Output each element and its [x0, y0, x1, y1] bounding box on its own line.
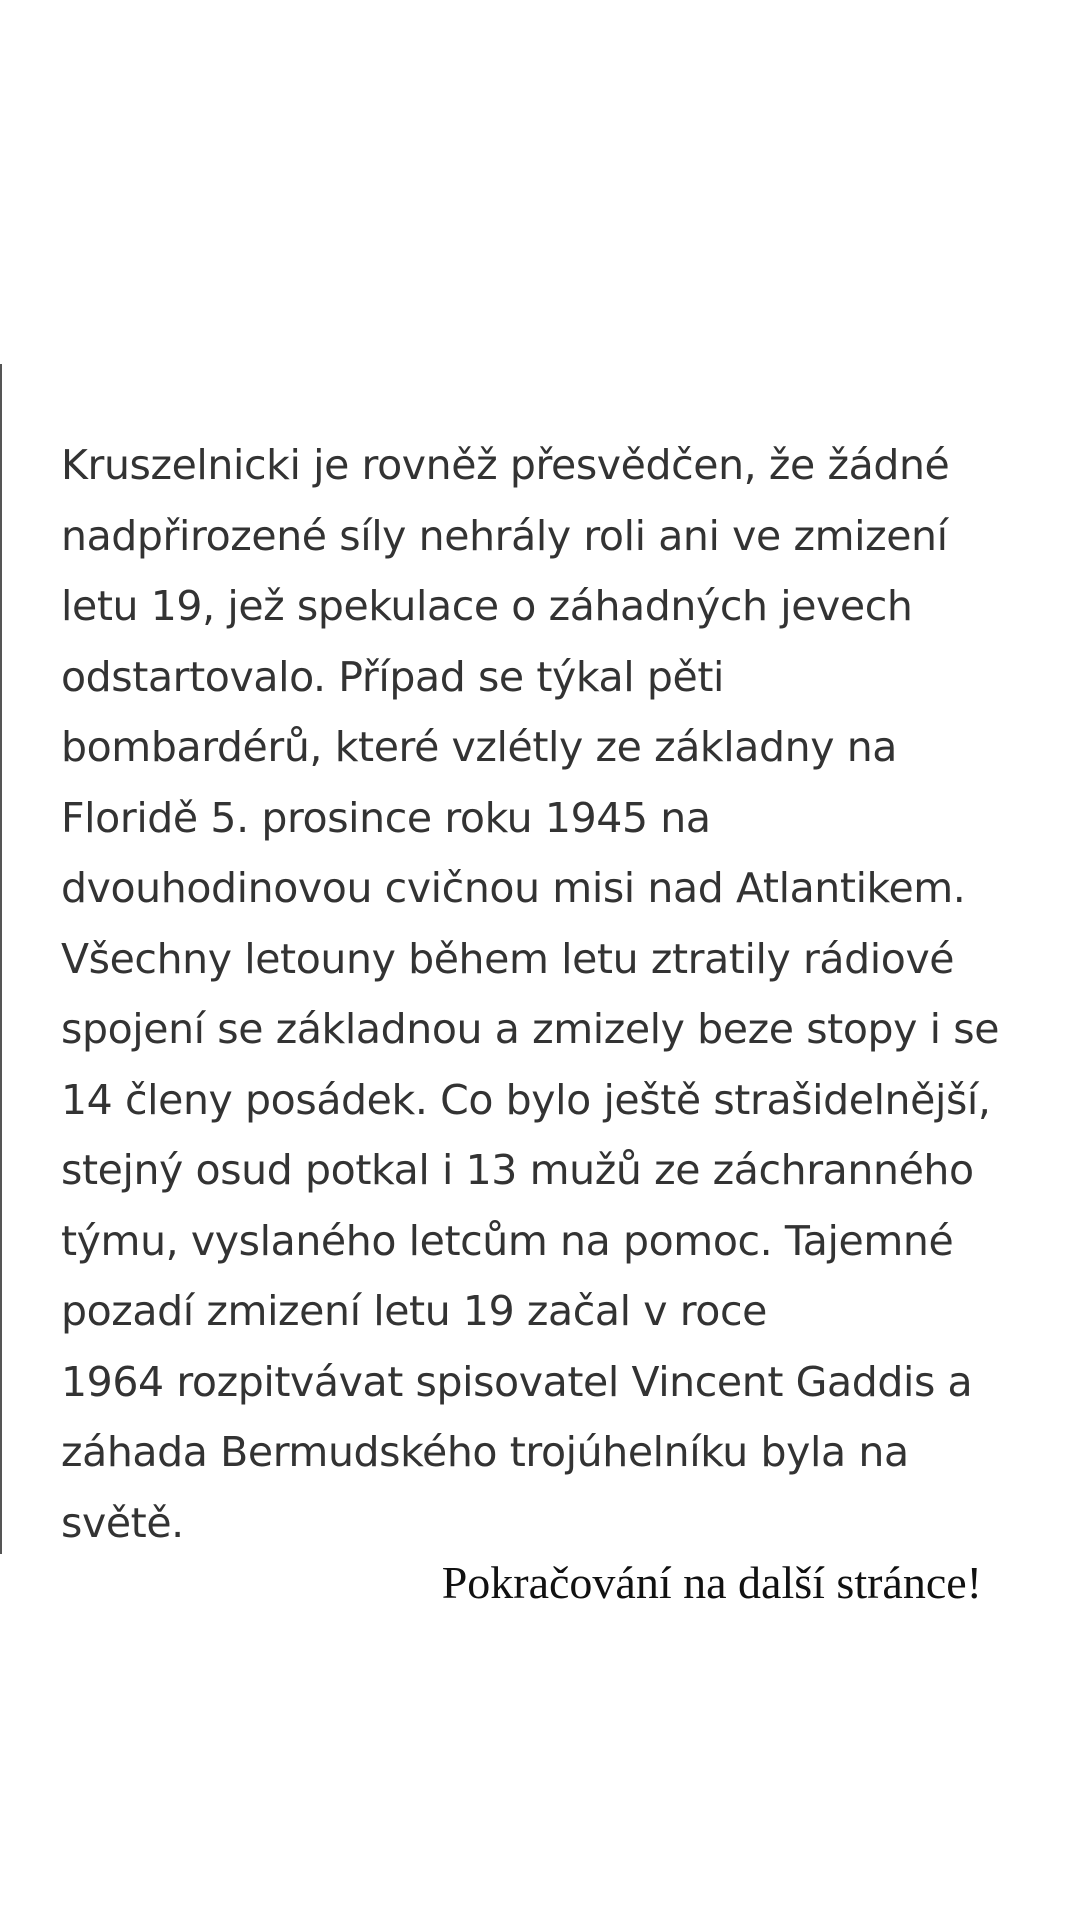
article-line: týmu, vyslaného letcům na pomoc. Tajemné — [61, 1216, 954, 1265]
article-line: Floridě 5. prosince roku 1945 na — [61, 793, 711, 842]
article-line: bombardérů, které vzlétly ze základny na — [61, 723, 898, 771]
article-line: nadpřirozené síly nehrály roli ani ve zmizení — [61, 511, 948, 560]
article-line: odstartovalo. Případ se týkal pěti — [61, 652, 725, 701]
article-line: 1964 rozpitvávat spisovatel Vincent Gaddis a — [61, 1357, 973, 1406]
article-line: spojení se základnou a zmizely beze stopy i se — [61, 1005, 1000, 1053]
article-line: světě. — [61, 1498, 184, 1547]
article-line: Všechny letouny během letu ztratily rádiové — [61, 934, 955, 983]
continuation-note: Pokračování na další stránce! — [441, 1557, 982, 1608]
left-vertical-rule — [0, 364, 2, 1554]
article-line: pozadí zmizení letu 19 začal v roce — [61, 1287, 767, 1335]
article-line: 14 členy posádek. Co bylo ještě strašidelnější, — [61, 1075, 991, 1124]
article-body-text — [61, 430, 1051, 1558]
article-line: Kruszelnicki je rovněž přesvědčen, že žádné — [61, 441, 950, 489]
article-line: dvouhodinovou cvičnou misi nad Atlantikem. — [61, 864, 966, 912]
article-line: stejný osud potkal i 13 mužů ze záchranného — [61, 1146, 974, 1194]
article-line: záhada Bermudského trojúhelníku byla na — [61, 1428, 909, 1476]
article-line: letu 19, jež spekulace o záhadných jevech — [61, 582, 913, 630]
